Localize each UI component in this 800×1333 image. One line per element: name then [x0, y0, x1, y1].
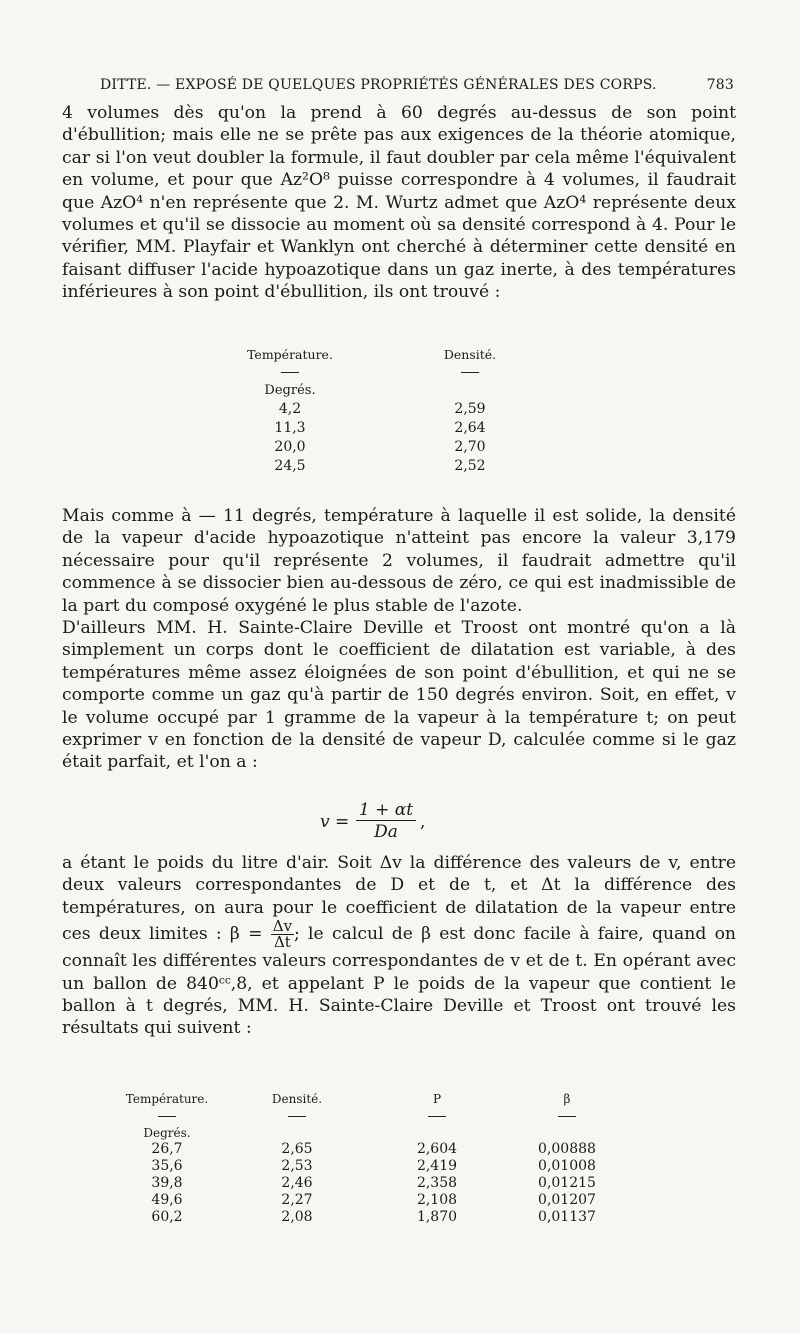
- table-2-cell: 35,6: [151, 1158, 183, 1174]
- table-2-cell: 2,46: [281, 1175, 313, 1191]
- table-1-header-density: Densité.: [443, 347, 497, 362]
- beta-fraction: [271, 919, 294, 950]
- page-number: 783: [706, 77, 734, 93]
- table-2-cell: 0,01137: [538, 1209, 596, 1225]
- table-2-rule: [242, 1107, 352, 1125]
- table-2-cell: 0,01215: [538, 1175, 596, 1191]
- table-1-cell: 24,5: [274, 458, 306, 474]
- table-2-cell: 2,27: [281, 1192, 313, 1208]
- table-1-cell: 2,70: [454, 439, 486, 455]
- table-2-cell: 60,2: [151, 1209, 183, 1225]
- table-2-header-beta: β: [563, 1092, 571, 1106]
- table-2-cell: 2,419: [416, 1158, 458, 1174]
- paragraph-2: Mais comme à — 11 degrés, température à laquelle il est solide, la densité de la vapeur d'acide hypoazotique n'atteint pas encore la valeur 3,179 nécessaire pour qu'il représente 2 volumes, il faudrait admettre qu'il commence à se dissocier bien au-dessous de zéro, ce qui est inadmissible de la part du composé oxygéné le plus stable de l'azote.: [62, 506, 736, 616]
- volume-formula: [320, 800, 480, 844]
- running-header: [100, 77, 734, 93]
- paragraph-4-part-b: ; le calcul de β est donc facile à faire, quand on connaît les différentes valeurs correspondantes de v et de t. En opérant avec un ballon de 840ᶜᶜ,8, et appelant P le poids de la vapeur que contient le ballon à t degrés, MM. H. Sainte-Claire Deville et Troost ont trouvé les résultats qui suivent :: [62, 924, 737, 1039]
- paragraph-4: [62, 852, 736, 1040]
- formula-lhs: v =: [320, 812, 350, 832]
- table-1-cell: 4,2: [278, 401, 302, 417]
- paragraph-4-block: [62, 852, 736, 1040]
- table-1-cell: 11,3: [274, 420, 306, 436]
- table-2-cell: 2,08: [281, 1209, 313, 1225]
- formula-tail: ,: [420, 812, 426, 832]
- table-2-rule: [512, 1107, 622, 1125]
- table-2-cell: 0,01008: [538, 1158, 596, 1174]
- table-2-header-temperature: Température.: [125, 1092, 209, 1106]
- table-2-header-density: Densité.: [271, 1092, 323, 1106]
- table-1-cell: 2,64: [454, 420, 486, 436]
- table-1-header-temperature: Température.: [247, 347, 333, 362]
- table-2-cell: 0,01207: [538, 1192, 596, 1208]
- table-2-cell: 26,7: [151, 1141, 183, 1157]
- table-2-cell: 0,00888: [538, 1141, 596, 1157]
- table-2-cell: 2,65: [281, 1141, 313, 1157]
- table-2-rule: [382, 1107, 492, 1125]
- paragraphs-2-3-block: [62, 505, 736, 774]
- paragraph-1-block: [62, 102, 736, 304]
- table-1-unit: Degrés.: [264, 383, 316, 398]
- header-title: DITTE. — EXPOSÉ DE QUELQUES PROPRIÉTÉS GÉNÉRALES DES CORPS.: [100, 77, 657, 93]
- formula-denominator: Da: [374, 822, 398, 842]
- table-1-cell: 2,59: [454, 401, 486, 417]
- table-2-cell: 49,6: [151, 1192, 183, 1208]
- paragraph-4-part-a: a étant le poids du litre d'air. Soit Δv la différence des valeurs de v, entre deux valeurs correspondantes de D et de t, et Δt la différence des températures, on aura pour le coefficient de dilatation de la vapeur entre ces deux limites : β =: [62, 853, 736, 945]
- table-1-rule: [410, 363, 530, 382]
- table-1-cell: 2,52: [454, 458, 486, 474]
- table-1-rule: [230, 363, 350, 382]
- paragraph-3: D'ailleurs MM. H. Sainte-Claire Deville et Troost ont montré qu'on a là simplement un corps dont le coefficient de dilatation est variable, à des températures même assez éloignées de son point d'ébullition, et qui ne se comporte comme un gaz qu'à partir de 150 degrés environ. Soit, en effet, v le volume occupé par 1 gramme de la vapeur à la température t; on peut exprimer v en fonction de la densité de vapeur D, calculée comme si le gaz était parfait, et l'on a :: [62, 618, 736, 773]
- table-2-header-p: P: [432, 1092, 442, 1106]
- table-2-cell: 1,870: [416, 1209, 458, 1225]
- paragraph-1: 4 volumes dès qu'on la prend à 60 degrés au-dessus de son point d'ébullition; mais elle ne se prête pas aux exigences de la théorie atomique, car si l'on veut doubler la formule, il faut doubler par cela même l'équivalent en volume, et pour que Az²O⁸ puisse correspondre à 4 volumes, il faudrait que AzO⁴ n'en représente que 2. M. Wurtz admet que AzO⁴ représente deux volumes et qu'il se dissocie au moment où sa densité correspond à 4. Pour le vérifier, MM. Playfair et Wanklyn ont cherché à déterminer cette densité en faisant diffuser l'acide hypoazotique dans un gaz inerte, à des températures inférieures à son point d'ébullition, ils ont trouvé :: [62, 103, 736, 303]
- table-2-cell: 2,108: [416, 1192, 458, 1208]
- table-1-cell: 20,0: [274, 439, 306, 455]
- table-2-rule: [112, 1107, 222, 1125]
- table-2-cell: 2,358: [416, 1175, 458, 1191]
- table-2-cell: 2,604: [416, 1141, 458, 1157]
- formula-numerator: 1 + αt: [356, 800, 416, 821]
- table-2-cell: 39,8: [151, 1175, 183, 1191]
- table-2-unit: Degrés.: [143, 1126, 191, 1140]
- beta-fraction-numerator: Δv: [272, 917, 293, 936]
- table-2-cell: 2,53: [281, 1158, 313, 1174]
- beta-fraction-denominator: Δt: [273, 933, 291, 952]
